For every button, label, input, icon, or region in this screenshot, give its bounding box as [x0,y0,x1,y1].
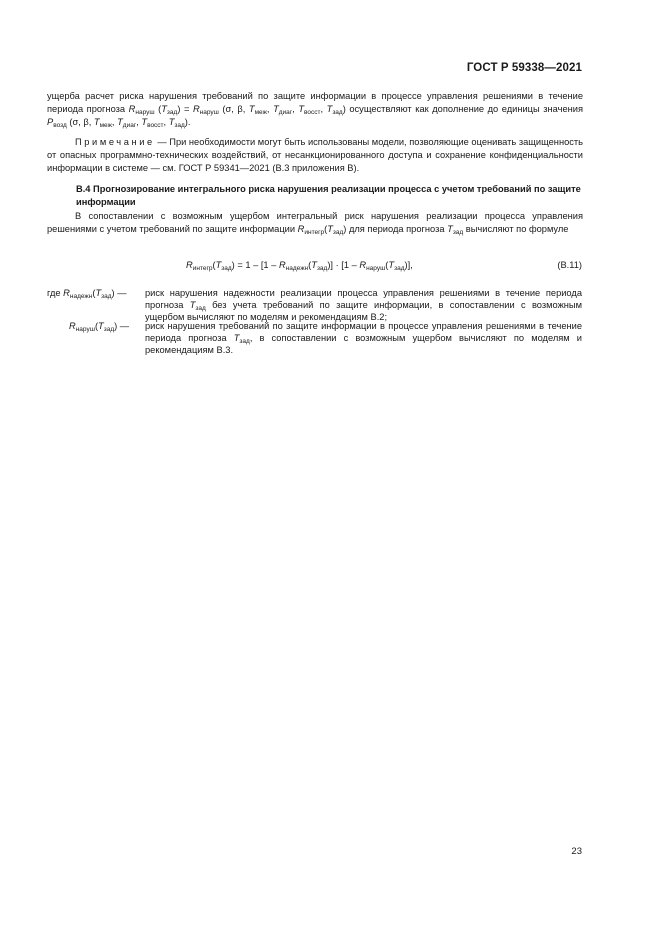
page-number: 23 [571,846,582,857]
note-paragraph [47,136,583,175]
definition-1-desc: риск нарушения надежности реализации процесса управления решениями в течение периода прогноза $T_{зад}$ без учета требований по защите информации, в сопоставлении с возможным ущербом вычисляют по моделям и рекомендациям В.2; [145,288,582,322]
section-paragraph [47,210,583,236]
definition-1-term: где $R_{надежн}(T_{зад})$ — [47,288,127,300]
formula-b11: $R_{интегр}(T_{зад}) = 1 - [1 - R_{надежн}(T_{зад})] \cdot [1 - R_{наруш}(T_{зад})]$, [186,260,413,272]
standard-header: ГОСТ Р 59338—2021 [466,62,582,74]
intro-text: ущерба расчет риска нарушения требований по защите информации в процессе управления решениями в течение периода прогноза $R_{наруш}$ $(T_{зад}) = R_{наруш}$ (σ, β, $T_{меж}$, $T_{диаг}$, $T_{восст}$, $T_{зад}$) осуществляют как дополнение до единицы значения $P_{возд}$ (σ, β, $T_{меж}$, $T_{диаг}$, $T_{восст}$, $T_{зад}$). [47,91,583,129]
note-label: Примечание [75,137,155,147]
formula-number: (В.11) [557,260,582,270]
intro-paragraph [47,90,583,129]
definition-2-desc: риск нарушения требований по защите информации в процессе управления решениями в течение периода прогноза $T_{зад}$, в сопоставлении с возможным ущербом вычисляют по моделям и рекомендациям В.3. [145,321,582,355]
section-text: В сопоставлении с возможным ущербом интегральный риск нарушения реализации процесса управления решениями с учетом требований по защите информации $R_{интегр}(T_{зад})$ для периода прогноза $T_{зад}$ вычисляют по формуле [47,211,583,236]
definition-2 [47,320,583,360]
definition-2-term: $R_{наруш}(T_{зад})$ — [69,321,130,333]
note-text: Примечание — При необходимости могут быть использованы модели, позволяющие оценивать защищенность от опасных программно-технических воздействий, от несанкционированного доступа и сохранение конфиденциальности информации в системе — см. ГОСТ Р 59341—2021 (В.3 приложения В). [47,137,583,173]
section-heading: В.4 Прогнозирование интегрального риска нарушения реализации процесса с учетом требований по защите информации [76,184,581,207]
